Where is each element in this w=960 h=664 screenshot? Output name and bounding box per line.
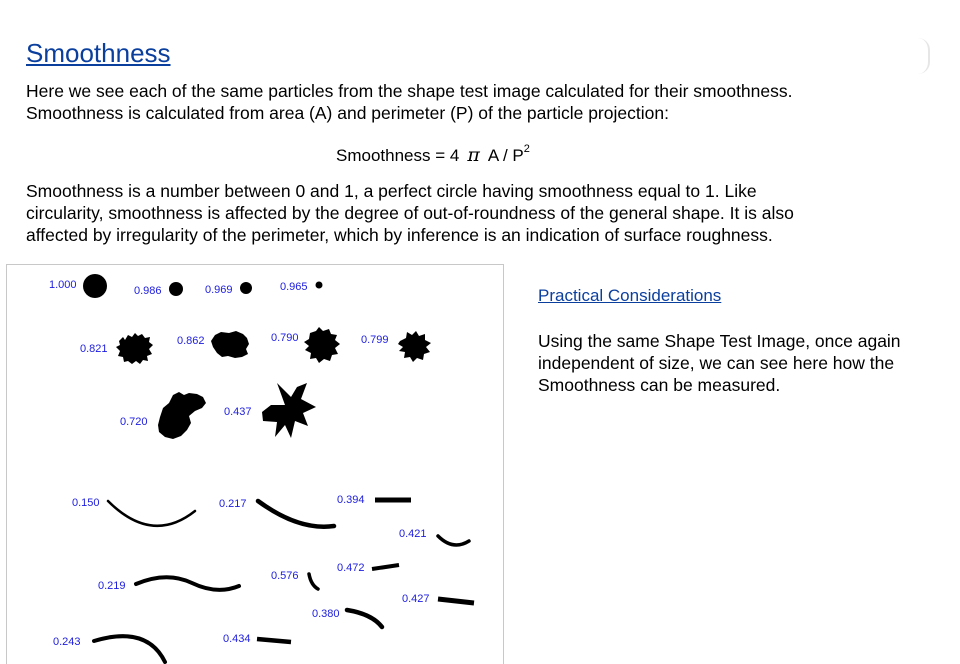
practical-paragraph [538,330,901,396]
intro-line-2: Smoothness is calculated from area (A) and perimeter (P) of the particle projection: [26,103,669,123]
particle-0862 [211,331,249,358]
particle-0821 [116,333,153,364]
label-0427: 0.427 [402,593,430,605]
formula-exponent: 2 [523,143,530,156]
intro-paragraph [26,80,793,124]
smoothness-formula [336,144,530,166]
particle-0965 [316,282,323,289]
particle-0421 [438,536,469,545]
particle-0720 [158,392,206,439]
label-0472: 0.472 [337,562,365,574]
particle-0969 [240,282,252,294]
particles [83,274,431,439]
label-0394: 0.394 [337,494,365,506]
particle-0472 [372,565,399,569]
description-line-2: circularity, smoothness is affected by the degree of out-of-roundness of the general shape. It is also [26,203,794,223]
particle-0219 [136,577,239,590]
particle-0150 [108,501,195,526]
label-1000: 1.000 [49,279,77,291]
particle-0427 [438,599,474,603]
formula-rhs: A / P [487,146,524,165]
particle-0437 [262,383,316,438]
practical-line-1: Using the same Shape Test Image, once again [538,331,901,351]
label-0986: 0.986 [134,285,162,297]
shape-test-figure [6,264,504,664]
label-0790: 0.790 [271,332,299,344]
particle-1000 [83,274,107,298]
label-0219: 0.219 [98,580,126,592]
label-0437: 0.437 [224,406,252,418]
label-0421: 0.421 [399,528,427,540]
description-line-1: Smoothness is a number between 0 and 1, a perfect circle having smoothness equal to 1. Like [26,181,757,201]
slide-edge-decoration [918,38,930,74]
practical-line-3: Smoothness can be measured. [538,375,781,395]
particle-0217 [258,501,334,527]
label-0969: 0.969 [205,284,233,296]
particle-0790 [304,327,340,363]
label-0217: 0.217 [219,498,247,510]
label-0862: 0.862 [177,335,205,347]
intro-line-1: Here we see each of the same particles from the shape test image calculated for their smoothness. [26,81,793,101]
page-title: Smoothness [26,38,171,68]
label-0799: 0.799 [361,334,389,346]
particle-0380 [347,610,382,627]
particle-0576 [309,574,318,589]
particle-0434 [257,639,291,642]
label-0243: 0.243 [53,636,81,648]
practical-considerations-link[interactable]: Practical Considerations [538,286,722,305]
label-0380: 0.380 [312,608,340,620]
label-0821: 0.821 [80,343,108,355]
description-line-3: affected by irregularity of the perimeter, which by inference is an indication of surface roughness. [26,225,773,245]
particle-0986 [169,282,183,296]
particle-0799 [398,331,431,362]
pi-symbol: π [467,144,480,166]
description-paragraph [26,180,794,246]
label-0965: 0.965 [280,281,308,293]
particle-image [7,265,504,664]
label-0434: 0.434 [223,633,251,645]
particle-0243 [94,636,165,662]
practical-line-2: independent of size, we can see here how the [538,353,895,373]
label-0720: 0.720 [120,416,148,428]
formula-lhs: Smoothness = 4 [336,146,460,165]
label-0576: 0.576 [271,570,299,582]
label-0150: 0.150 [72,497,100,509]
